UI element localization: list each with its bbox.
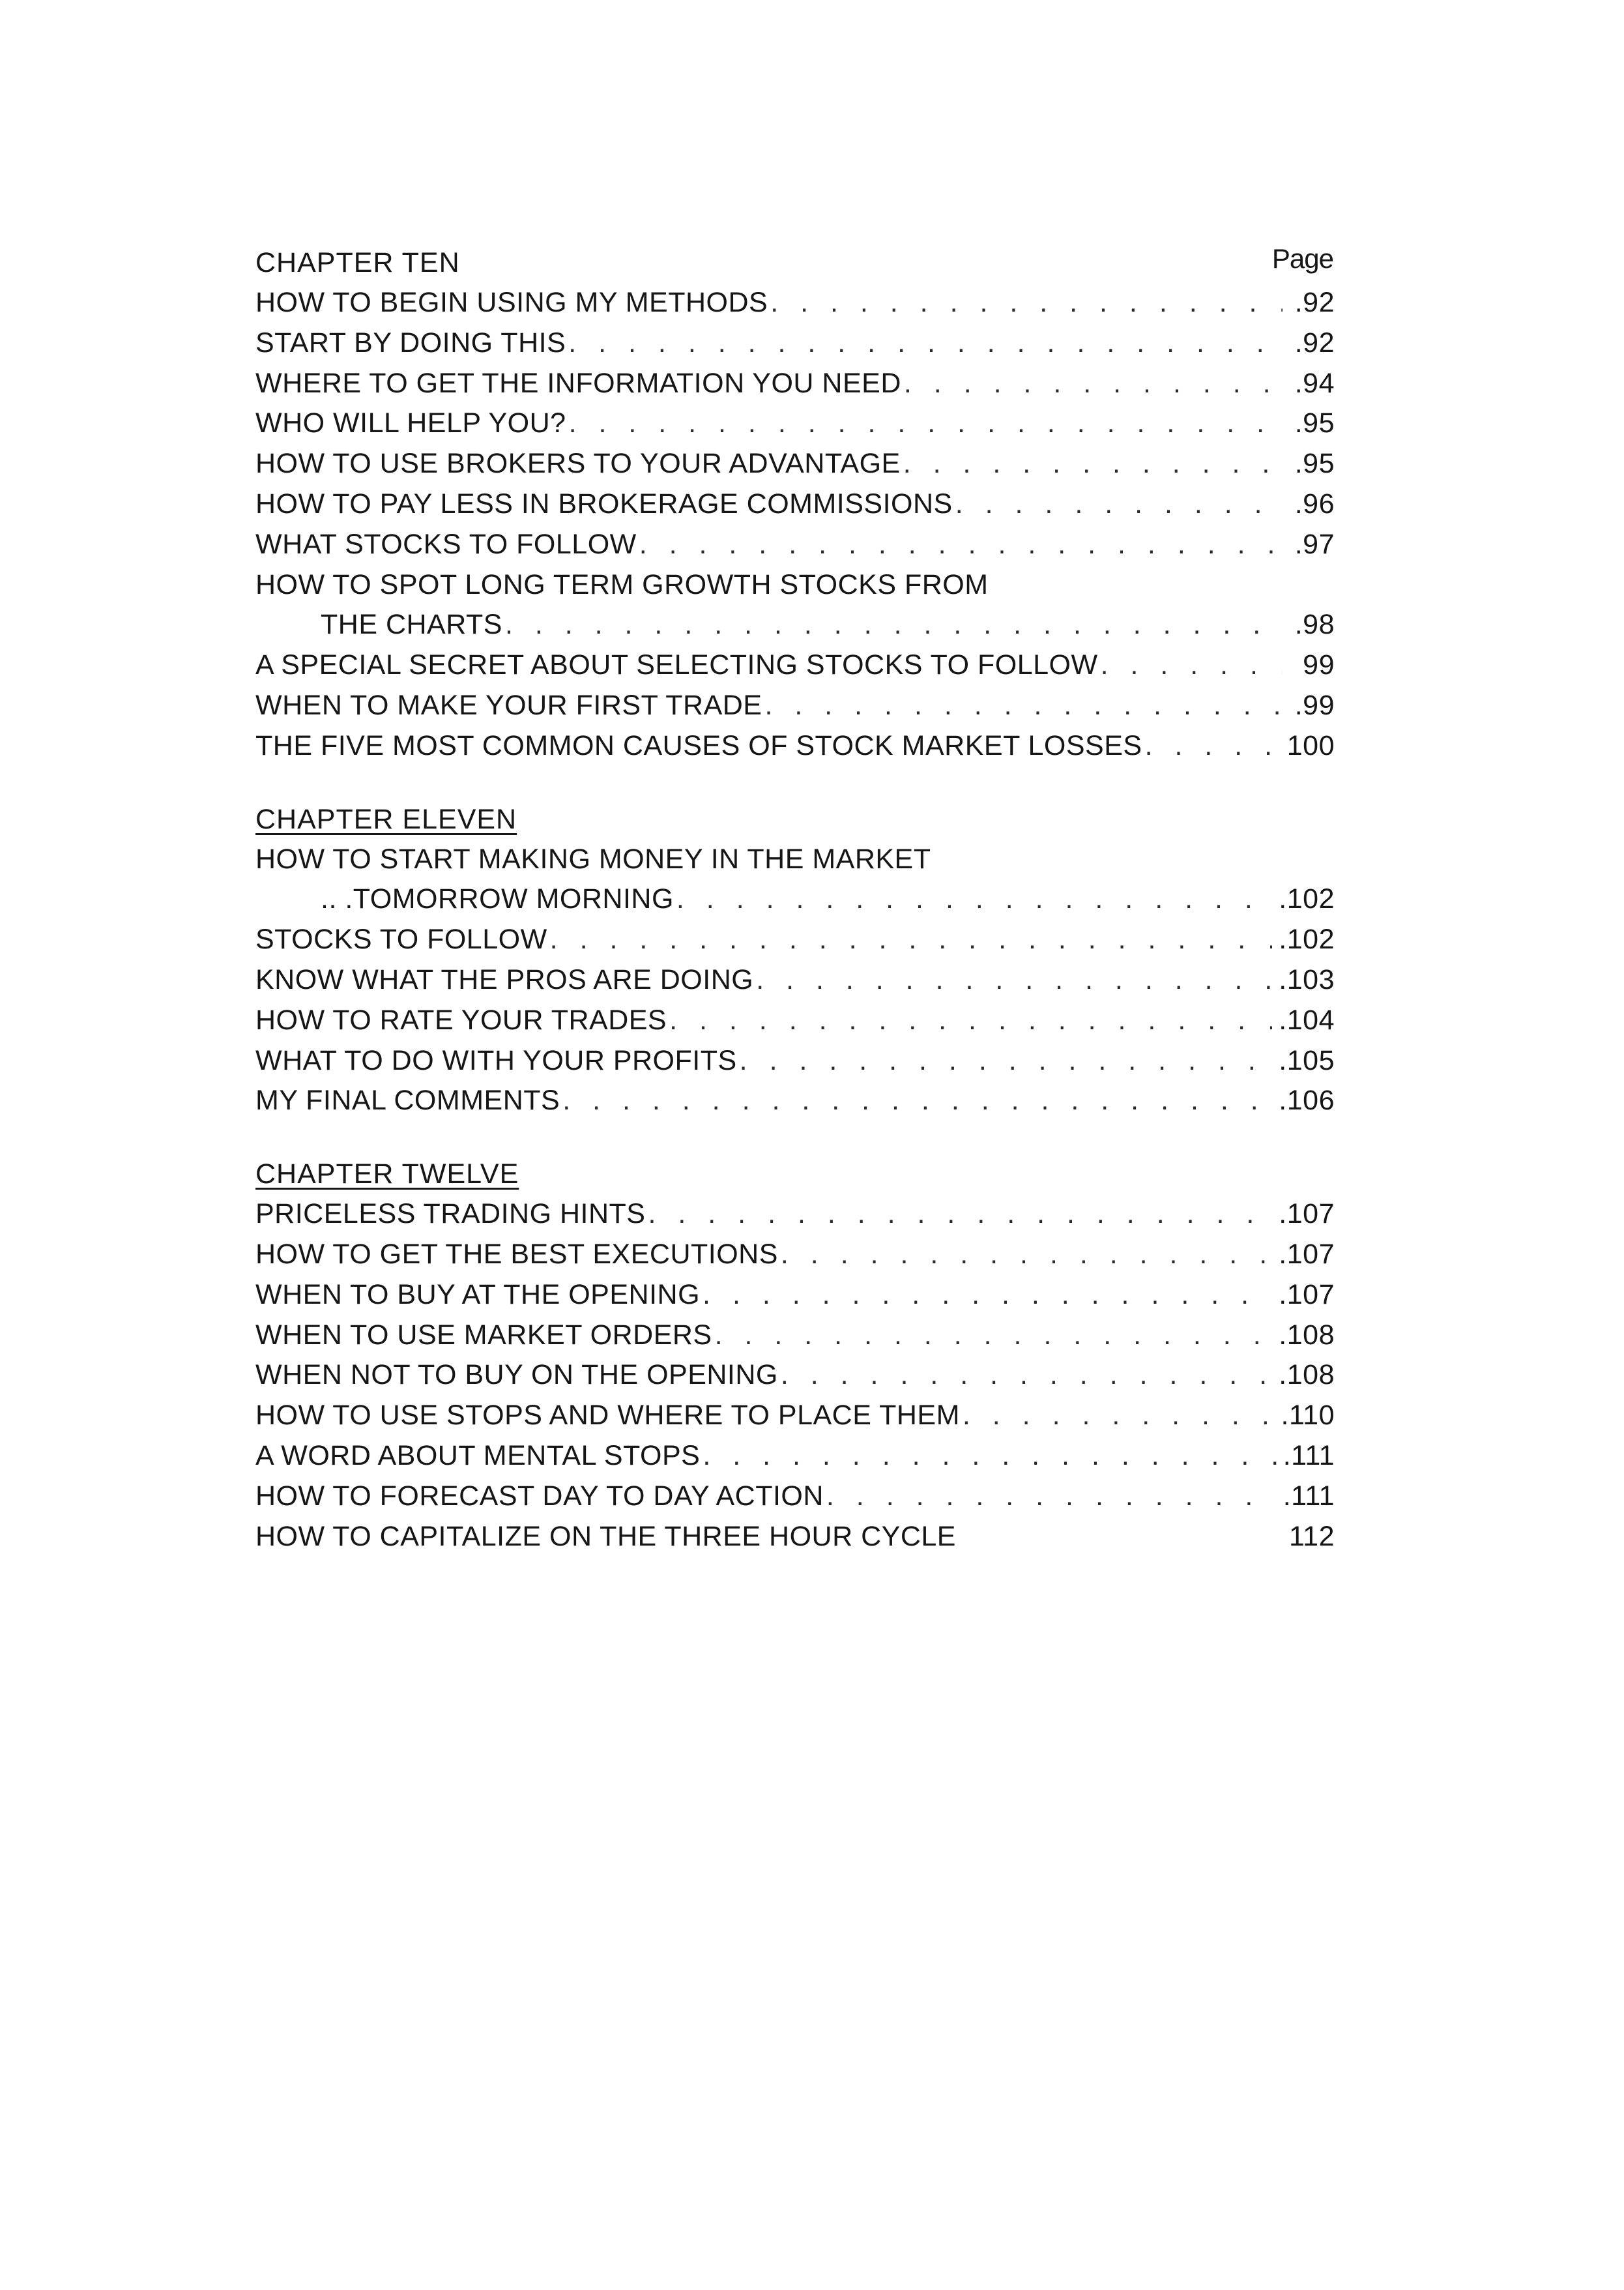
chapter-ten-section bbox=[255, 242, 1335, 767]
entry-title: HOW TO USE BROKERS TO YOUR ADVANTAGE bbox=[255, 448, 901, 480]
toc-entry bbox=[255, 960, 1335, 1001]
toc-entry bbox=[255, 404, 1335, 444]
chapter-header bbox=[255, 242, 1335, 283]
dot-leader bbox=[781, 1235, 1272, 1275]
dot-leader bbox=[639, 525, 1283, 565]
dot-leader bbox=[676, 879, 1272, 920]
dot-leader bbox=[781, 1355, 1272, 1396]
dot-leader bbox=[826, 1476, 1277, 1517]
dot-leader bbox=[904, 364, 1283, 404]
entry-title: THE CHARTS bbox=[321, 609, 502, 641]
dot-leader bbox=[562, 1081, 1272, 1121]
entry-page-number: .108 bbox=[1279, 1319, 1335, 1351]
dot-leader bbox=[648, 1194, 1273, 1235]
entry-title: HOW TO PAY LESS IN BROKERAGE COMMISSIONS bbox=[255, 488, 953, 520]
dot-leader bbox=[669, 1001, 1272, 1041]
entry-title: WHO WILL HELP YOU? bbox=[255, 407, 566, 439]
entry-page-number: .107 bbox=[1279, 1278, 1335, 1310]
entry-title: WHEN NOT TO BUY ON THE OPENING bbox=[255, 1359, 778, 1391]
toc-entry bbox=[255, 1517, 1335, 1557]
toc-entry bbox=[255, 1355, 1335, 1396]
dot-leader bbox=[568, 323, 1283, 364]
toc-entry bbox=[255, 840, 1335, 880]
entry-page-number: .95 bbox=[1294, 407, 1335, 439]
entry-title: WHAT STOCKS TO FOLLOW bbox=[255, 528, 637, 560]
chapter-title: CHAPTER TWELVE bbox=[255, 1158, 519, 1190]
dot-leader bbox=[505, 605, 1283, 645]
toc-entry-continuation bbox=[255, 605, 1335, 645]
toc-entry bbox=[255, 726, 1335, 767]
toc-entry bbox=[255, 283, 1335, 323]
toc-entry bbox=[255, 1436, 1335, 1476]
entry-page-number: .107 bbox=[1279, 1198, 1335, 1230]
chapter-twelve-section bbox=[255, 1154, 1335, 1557]
dot-leader bbox=[715, 1315, 1273, 1356]
entry-title: THE FIVE MOST COMMON CAUSES OF STOCK MARKET LOSSES bbox=[255, 729, 1142, 761]
dot-leader bbox=[703, 1275, 1272, 1315]
entry-page-number: .102 bbox=[1279, 924, 1335, 956]
entry-page-number: .104 bbox=[1279, 1004, 1335, 1036]
dot-leader bbox=[963, 1396, 1275, 1436]
toc-entry bbox=[255, 920, 1335, 960]
entry-title: WHERE TO GET THE INFORMATION YOU NEED bbox=[255, 367, 901, 399]
dot-leader bbox=[703, 1436, 1276, 1476]
dot-leader bbox=[1145, 726, 1281, 767]
page-column-label: Page bbox=[1271, 243, 1333, 274]
table-of-contents bbox=[255, 242, 1335, 1589]
dot-leader bbox=[1101, 645, 1283, 686]
entry-title: WHEN TO BUY AT THE OPENING bbox=[255, 1278, 701, 1310]
toc-entry bbox=[255, 525, 1335, 565]
entry-page-number: .94 bbox=[1294, 367, 1335, 399]
toc-entry bbox=[255, 1476, 1335, 1517]
toc-entry bbox=[255, 1275, 1335, 1315]
dot-leader bbox=[740, 1041, 1273, 1081]
entry-page-number: .97 bbox=[1294, 528, 1335, 560]
entry-page-number: .111 bbox=[1283, 1439, 1335, 1471]
entry-title: PRICELESS TRADING HINTS bbox=[255, 1198, 646, 1230]
entry-title: HOW TO START MAKING MONEY IN THE MARKET bbox=[255, 843, 931, 875]
entry-title: .. .TOMORROW MORNING bbox=[321, 883, 674, 915]
dot-leader bbox=[756, 960, 1272, 1001]
dot-leader bbox=[764, 686, 1283, 726]
entry-page-number: .111 bbox=[1283, 1480, 1335, 1512]
entry-title: HOW TO SPOT LONG TERM GROWTH STOCKS FROM bbox=[255, 568, 989, 600]
entry-title: HOW TO BEGIN USING MY METHODS bbox=[255, 287, 768, 318]
toc-entry bbox=[255, 1001, 1335, 1041]
toc-entry bbox=[255, 686, 1335, 726]
entry-title: HOW TO USE STOPS AND WHERE TO PLACE THEM bbox=[255, 1400, 960, 1431]
toc-entry bbox=[255, 1194, 1335, 1235]
entry-title: HOW TO RATE YOUR TRADES bbox=[255, 1004, 667, 1036]
entry-page-number: .105 bbox=[1279, 1044, 1335, 1076]
toc-entry bbox=[255, 1396, 1335, 1436]
entry-title: A SPECIAL SECRET ABOUT SELECTING STOCKS TO FOLLOW bbox=[255, 649, 1098, 681]
entry-page-number: .92 bbox=[1294, 287, 1335, 318]
toc-entry bbox=[255, 1081, 1335, 1121]
entry-page-number: 100 bbox=[1286, 729, 1335, 761]
entry-page-number: .103 bbox=[1279, 963, 1335, 995]
entry-title: MY FINAL COMMENTS bbox=[255, 1085, 560, 1117]
toc-entry bbox=[255, 1041, 1335, 1081]
toc-entry bbox=[255, 1235, 1335, 1275]
entry-page-number: 99 bbox=[1303, 649, 1335, 681]
chapter-header bbox=[255, 799, 1335, 840]
entry-page-number: .107 bbox=[1279, 1238, 1335, 1270]
dot-leader bbox=[955, 484, 1283, 525]
toc-entry bbox=[255, 565, 1335, 606]
entry-page-number: .95 bbox=[1294, 448, 1335, 480]
entry-page-number: .92 bbox=[1294, 327, 1335, 359]
entry-title: A WORD ABOUT MENTAL STOPS bbox=[255, 1439, 701, 1471]
toc-entry-continuation bbox=[255, 879, 1335, 920]
entry-page-number: .96 bbox=[1294, 488, 1335, 520]
entry-page-number: .106 bbox=[1279, 1085, 1335, 1117]
chapter-title: CHAPTER ELEVEN bbox=[255, 803, 517, 835]
entry-page-number: 112 bbox=[1288, 1520, 1335, 1552]
entry-title: STOCKS TO FOLLOW bbox=[255, 924, 547, 956]
entry-page-number: .110 bbox=[1281, 1400, 1335, 1431]
entry-page-number: .99 bbox=[1294, 689, 1335, 721]
dot-leader bbox=[770, 283, 1283, 323]
entry-title: START BY DOING THIS bbox=[255, 327, 566, 359]
entry-title: HOW TO GET THE BEST EXECUTIONS bbox=[255, 1238, 778, 1270]
toc-entry bbox=[255, 444, 1335, 484]
toc-entry bbox=[255, 364, 1335, 404]
entry-page-number: .108 bbox=[1279, 1359, 1335, 1391]
dot-leader bbox=[550, 920, 1273, 960]
entry-title: HOW TO FORECAST DAY TO DAY ACTION bbox=[255, 1480, 824, 1512]
entry-page-number: .102 bbox=[1279, 883, 1335, 915]
entry-title: WHEN TO MAKE YOUR FIRST TRADE bbox=[255, 689, 762, 721]
entry-title: WHAT TO DO WITH YOUR PROFITS bbox=[255, 1044, 737, 1076]
toc-entry bbox=[255, 323, 1335, 364]
chapter-eleven-section bbox=[255, 799, 1335, 1122]
entry-title: KNOW WHAT THE PROS ARE DOING bbox=[255, 963, 754, 995]
dot-leader bbox=[903, 444, 1283, 484]
entry-title: HOW TO CAPITALIZE ON THE THREE HOUR CYCLE bbox=[255, 1520, 956, 1552]
entry-page-number: .98 bbox=[1294, 609, 1335, 641]
dot-leader bbox=[569, 404, 1283, 444]
toc-entry bbox=[255, 645, 1335, 686]
toc-entry bbox=[255, 1315, 1335, 1356]
chapter-title: CHAPTER TEN bbox=[255, 247, 460, 278]
chapter-header bbox=[255, 1154, 1335, 1194]
entry-title: WHEN TO USE MARKET ORDERS bbox=[255, 1319, 712, 1351]
toc-entry bbox=[255, 484, 1335, 525]
